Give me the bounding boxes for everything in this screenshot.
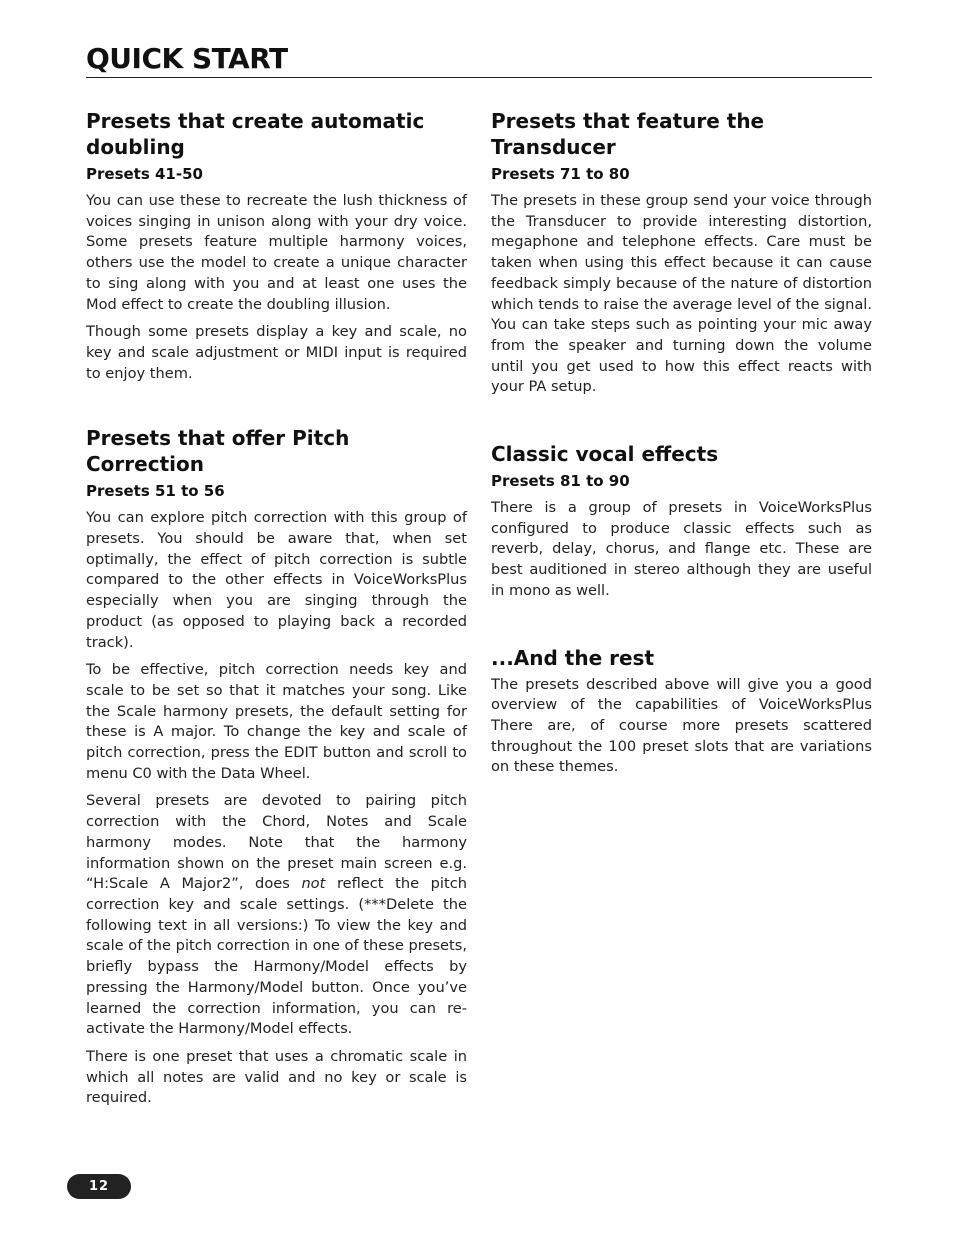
paragraph: You can explore pitch correction with this group of presets. You should be aware that, when set optimally, the effect of pitch correction is subtle compared to the other effects in VoiceWorksPlus especially when you are singing through the product (as opposed to playing back a recorded track). <box>86 509 467 651</box>
spacer <box>491 609 872 645</box>
paragraph: There is one preset that uses a chromatic scale in which all notes are valid and no key or scale is required. <box>86 1047 467 1107</box>
section-heading: Presets that offer Pitch Correction <box>86 426 350 477</box>
section-heading: Presets that create automatic doubling <box>86 109 425 159</box>
section-heading: Presets that feature the Transducer <box>491 109 765 159</box>
spacer <box>86 391 467 425</box>
section-and-the-rest <box>491 645 872 779</box>
section-pitch-correction <box>86 425 467 1109</box>
section-subheading: Presets 71 to 80 <box>491 165 630 183</box>
section-subheading: Presets 81 to 90 <box>491 472 630 491</box>
right-column <box>491 108 872 785</box>
left-column <box>86 108 467 1116</box>
section-transducer <box>491 108 872 398</box>
page-title: QUICK START <box>86 42 288 75</box>
text-run: reflect the pitch correction key and scale settings. (***Delete the following text in all versions:) To view the key and scale of the pitch correction in one of these presets, briefly bypass the Harmony/Model effects by pressing the Harmony/Model button. Once you’ve learned the correction information, you can re-activate the Harmony/Model effects. <box>86 875 467 1038</box>
paragraph: Though some presets display a key and scale, no key and scale adjustment or MIDI input is required to enjoy them. <box>86 323 467 382</box>
paragraph: You can use these to recreate the lush thickness of voices singing in unison along with your dry voice. Some presets feature multiple harmony voices, others use the model to create a unique character to sing along with you and at least one uses the Mod effect to create the doubling illusion. <box>86 192 467 313</box>
emphasis-text: not <box>301 875 326 893</box>
section-automatic-doubling <box>86 108 467 384</box>
paragraph: To be effective, pitch correction needs key and scale to be set so that it matches your song. Like the Scale harmony presets, the default setting for these is A major. To change the key and scale of pitch correction, press the EDIT button and scroll to menu C0 with the Data Wheel. <box>86 661 467 782</box>
section-heading: ...And the rest <box>491 645 655 670</box>
paragraph: The presets in these group send your voice through the Transducer to provide interesting distortion, megaphone and telephone effects. Care must be taken when using this effect because it can cause feedback simply because of the nature of distortion which tends to raise the average level of the signal. You can take steps such as pointing your mic away from the speaker and turning down the volume until you get used to how this effect reacts with your PA setup. <box>491 192 872 396</box>
paragraph <box>86 791 467 1039</box>
text-run: Several presets are devoted to pairing pitch correction with the Chord, Notes and Scale harmony modes. Note that the harmony information shown on the preset main screen e.g. “H:Scale A Major2”, does <box>86 792 467 893</box>
spacer <box>491 405 872 441</box>
section-heading: Classic vocal effects <box>491 442 719 467</box>
paragraph: There is a group of presets in VoiceWorksPlus configured to produce classic effects such as reverb, delay, chorus, and flange etc. These are best auditioned in stereo although they are useful in mono as well. <box>491 499 872 599</box>
section-classic-vocal-effects <box>491 441 872 602</box>
paragraph: The presets described above will give you a good overview of the capabilities of VoiceWorksPlus There are, of course more presets scattered throughout the 100 preset slots that are variations on these themes. <box>491 675 872 776</box>
section-subheading: Presets 41-50 <box>86 165 203 183</box>
page-header <box>86 42 872 78</box>
page-number-badge: 12 <box>67 1174 131 1199</box>
section-subheading: Presets 51 to 56 <box>86 482 225 501</box>
